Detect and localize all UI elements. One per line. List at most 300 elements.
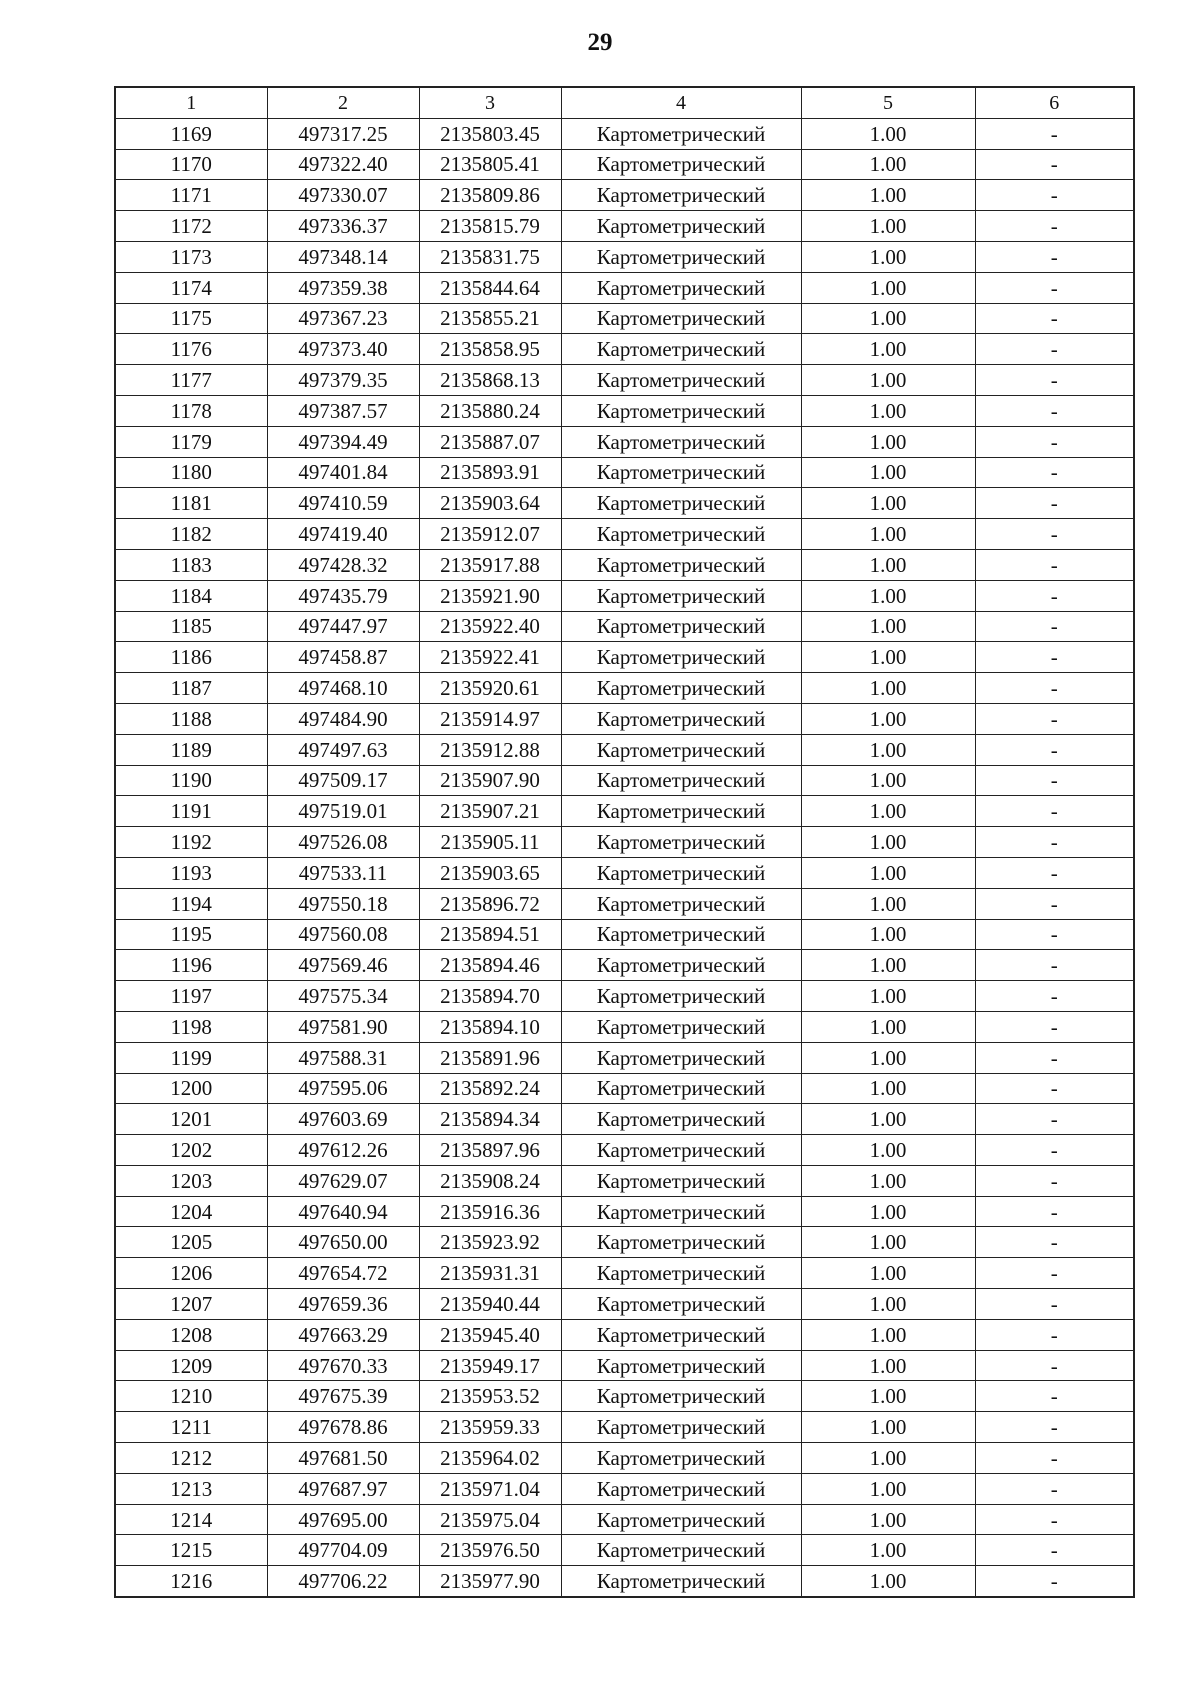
accuracy-cell: 1.00 (801, 1165, 975, 1196)
note-cell: - (975, 1412, 1134, 1443)
y-coordinate-cell: 2135897.96 (419, 1135, 561, 1166)
table-row (115, 1350, 1134, 1381)
x-coordinate-cell: 497519.01 (267, 796, 419, 827)
y-coordinate-cell: 2135931.31 (419, 1258, 561, 1289)
y-coordinate-cell: 2135923.92 (419, 1227, 561, 1258)
accuracy-cell: 1.00 (801, 673, 975, 704)
point-number-cell: 1190 (115, 765, 267, 796)
column-header: 2 (267, 87, 419, 118)
y-coordinate-cell: 2135953.52 (419, 1381, 561, 1412)
table-row (115, 1042, 1134, 1073)
note-cell: - (975, 919, 1134, 950)
point-number-cell: 1193 (115, 857, 267, 888)
point-number-cell: 1192 (115, 827, 267, 858)
point-number-cell: 1196 (115, 950, 267, 981)
point-number-cell: 1216 (115, 1566, 267, 1597)
table-row (115, 703, 1134, 734)
y-coordinate-cell: 2135803.45 (419, 118, 561, 149)
method-cell: Картометрический (561, 303, 801, 334)
accuracy-cell: 1.00 (801, 1504, 975, 1535)
accuracy-cell: 1.00 (801, 1042, 975, 1073)
y-coordinate-cell: 2135894.34 (419, 1104, 561, 1135)
note-cell: - (975, 180, 1134, 211)
point-number-cell: 1179 (115, 426, 267, 457)
x-coordinate-cell: 497468.10 (267, 673, 419, 704)
table-row (115, 1011, 1134, 1042)
table-header-row (115, 87, 1134, 118)
note-cell: - (975, 981, 1134, 1012)
y-coordinate-cell: 2135891.96 (419, 1042, 561, 1073)
table-row (115, 149, 1134, 180)
table-row (115, 180, 1134, 211)
note-cell: - (975, 673, 1134, 704)
x-coordinate-cell: 497379.35 (267, 365, 419, 396)
accuracy-cell: 1.00 (801, 765, 975, 796)
x-coordinate-cell: 497428.32 (267, 549, 419, 580)
x-coordinate-cell: 497394.49 (267, 426, 419, 457)
point-number-cell: 1215 (115, 1535, 267, 1566)
method-cell: Картометрический (561, 1011, 801, 1042)
y-coordinate-cell: 2135894.51 (419, 919, 561, 950)
y-coordinate-cell: 2135959.33 (419, 1412, 561, 1443)
table-row (115, 211, 1134, 242)
x-coordinate-cell: 497330.07 (267, 180, 419, 211)
accuracy-cell: 1.00 (801, 1104, 975, 1135)
note-cell: - (975, 734, 1134, 765)
accuracy-cell: 1.00 (801, 1412, 975, 1443)
point-number-cell: 1182 (115, 519, 267, 550)
y-coordinate-cell: 2135921.90 (419, 580, 561, 611)
point-number-cell: 1175 (115, 303, 267, 334)
y-coordinate-cell: 2135805.41 (419, 149, 561, 180)
point-number-cell: 1172 (115, 211, 267, 242)
method-cell: Картометрический (561, 580, 801, 611)
table-row (115, 1104, 1134, 1135)
accuracy-cell: 1.00 (801, 1535, 975, 1566)
table-row (115, 580, 1134, 611)
method-cell: Картометрический (561, 1535, 801, 1566)
x-coordinate-cell: 497367.23 (267, 303, 419, 334)
note-cell: - (975, 1443, 1134, 1474)
note-cell: - (975, 1258, 1134, 1289)
note-cell: - (975, 365, 1134, 396)
accuracy-cell: 1.00 (801, 426, 975, 457)
method-cell: Картометрический (561, 611, 801, 642)
accuracy-cell: 1.00 (801, 1473, 975, 1504)
x-coordinate-cell: 497581.90 (267, 1011, 419, 1042)
accuracy-cell: 1.00 (801, 734, 975, 765)
accuracy-cell: 1.00 (801, 1566, 975, 1597)
y-coordinate-cell: 2135868.13 (419, 365, 561, 396)
y-coordinate-cell: 2135949.17 (419, 1350, 561, 1381)
x-coordinate-cell: 497359.38 (267, 272, 419, 303)
table-row (115, 611, 1134, 642)
x-coordinate-cell: 497387.57 (267, 395, 419, 426)
accuracy-cell: 1.00 (801, 488, 975, 519)
accuracy-cell: 1.00 (801, 118, 975, 149)
note-cell: - (975, 1504, 1134, 1535)
x-coordinate-cell: 497419.40 (267, 519, 419, 550)
accuracy-cell: 1.00 (801, 1135, 975, 1166)
y-coordinate-cell: 2135887.07 (419, 426, 561, 457)
point-number-cell: 1213 (115, 1473, 267, 1504)
accuracy-cell: 1.00 (801, 457, 975, 488)
table-row (115, 950, 1134, 981)
method-cell: Картометрический (561, 765, 801, 796)
x-coordinate-cell: 497678.86 (267, 1412, 419, 1443)
note-cell: - (975, 1104, 1134, 1135)
table-row (115, 1135, 1134, 1166)
method-cell: Картометрический (561, 1104, 801, 1135)
x-coordinate-cell: 497681.50 (267, 1443, 419, 1474)
accuracy-cell: 1.00 (801, 1258, 975, 1289)
y-coordinate-cell: 2135809.86 (419, 180, 561, 211)
accuracy-cell: 1.00 (801, 549, 975, 580)
accuracy-cell: 1.00 (801, 1073, 975, 1104)
table-row (115, 642, 1134, 673)
table-row (115, 1073, 1134, 1104)
note-cell: - (975, 395, 1134, 426)
method-cell: Картометрический (561, 1350, 801, 1381)
accuracy-cell: 1.00 (801, 1443, 975, 1474)
x-coordinate-cell: 497612.26 (267, 1135, 419, 1166)
x-coordinate-cell: 497509.17 (267, 765, 419, 796)
column-header: 6 (975, 87, 1134, 118)
point-number-cell: 1191 (115, 796, 267, 827)
x-coordinate-cell: 497640.94 (267, 1196, 419, 1227)
table-row (115, 765, 1134, 796)
y-coordinate-cell: 2135815.79 (419, 211, 561, 242)
point-number-cell: 1211 (115, 1412, 267, 1443)
method-cell: Картометрический (561, 549, 801, 580)
x-coordinate-cell: 497654.72 (267, 1258, 419, 1289)
column-header: 3 (419, 87, 561, 118)
method-cell: Картометрический (561, 888, 801, 919)
method-cell: Картометрический (561, 981, 801, 1012)
accuracy-cell: 1.00 (801, 611, 975, 642)
point-number-cell: 1203 (115, 1165, 267, 1196)
table-row (115, 1258, 1134, 1289)
method-cell: Картометрический (561, 673, 801, 704)
method-cell: Картометрический (561, 180, 801, 211)
accuracy-cell: 1.00 (801, 272, 975, 303)
point-number-cell: 1189 (115, 734, 267, 765)
note-cell: - (975, 1319, 1134, 1350)
y-coordinate-cell: 2135892.24 (419, 1073, 561, 1104)
point-number-cell: 1209 (115, 1350, 267, 1381)
table-row (115, 395, 1134, 426)
point-number-cell: 1194 (115, 888, 267, 919)
accuracy-cell: 1.00 (801, 950, 975, 981)
accuracy-cell: 1.00 (801, 1289, 975, 1320)
accuracy-cell: 1.00 (801, 827, 975, 858)
method-cell: Картометрический (561, 950, 801, 981)
accuracy-cell: 1.00 (801, 395, 975, 426)
y-coordinate-cell: 2135917.88 (419, 549, 561, 580)
note-cell: - (975, 1196, 1134, 1227)
point-number-cell: 1195 (115, 919, 267, 950)
note-cell: - (975, 1042, 1134, 1073)
x-coordinate-cell: 497588.31 (267, 1042, 419, 1073)
y-coordinate-cell: 2135894.70 (419, 981, 561, 1012)
y-coordinate-cell: 2135945.40 (419, 1319, 561, 1350)
method-cell: Картометрический (561, 919, 801, 950)
x-coordinate-cell: 497663.29 (267, 1319, 419, 1350)
y-coordinate-cell: 2135922.40 (419, 611, 561, 642)
note-cell: - (975, 519, 1134, 550)
method-cell: Картометрический (561, 1504, 801, 1535)
note-cell: - (975, 211, 1134, 242)
x-coordinate-cell: 497595.06 (267, 1073, 419, 1104)
table-row (115, 457, 1134, 488)
y-coordinate-cell: 2135907.90 (419, 765, 561, 796)
x-coordinate-cell: 497675.39 (267, 1381, 419, 1412)
table-row (115, 1227, 1134, 1258)
x-coordinate-cell: 497373.40 (267, 334, 419, 365)
method-cell: Картометрический (561, 1196, 801, 1227)
method-cell: Картометрический (561, 457, 801, 488)
x-coordinate-cell: 497401.84 (267, 457, 419, 488)
table-row (115, 1504, 1134, 1535)
accuracy-cell: 1.00 (801, 857, 975, 888)
x-coordinate-cell: 497550.18 (267, 888, 419, 919)
point-number-cell: 1176 (115, 334, 267, 365)
x-coordinate-cell: 497569.46 (267, 950, 419, 981)
table-row (115, 272, 1134, 303)
table-row (115, 1566, 1134, 1597)
y-coordinate-cell: 2135975.04 (419, 1504, 561, 1535)
note-cell: - (975, 1135, 1134, 1166)
note-cell: - (975, 580, 1134, 611)
note-cell: - (975, 1289, 1134, 1320)
y-coordinate-cell: 2135912.07 (419, 519, 561, 550)
table-row (115, 734, 1134, 765)
point-number-cell: 1177 (115, 365, 267, 396)
table-row (115, 827, 1134, 858)
point-number-cell: 1200 (115, 1073, 267, 1104)
y-coordinate-cell: 2135893.91 (419, 457, 561, 488)
table-row (115, 1412, 1134, 1443)
accuracy-cell: 1.00 (801, 703, 975, 734)
table-row (115, 1319, 1134, 1350)
table-row (115, 981, 1134, 1012)
point-number-cell: 1187 (115, 673, 267, 704)
point-number-cell: 1210 (115, 1381, 267, 1412)
x-coordinate-cell: 497410.59 (267, 488, 419, 519)
note-cell: - (975, 1350, 1134, 1381)
x-coordinate-cell: 497317.25 (267, 118, 419, 149)
accuracy-cell: 1.00 (801, 149, 975, 180)
method-cell: Картометрический (561, 1473, 801, 1504)
method-cell: Картометрический (561, 1135, 801, 1166)
x-coordinate-cell: 497687.97 (267, 1473, 419, 1504)
note-cell: - (975, 1227, 1134, 1258)
note-cell: - (975, 334, 1134, 365)
point-number-cell: 1188 (115, 703, 267, 734)
table-row (115, 1165, 1134, 1196)
point-number-cell: 1181 (115, 488, 267, 519)
y-coordinate-cell: 2135894.46 (419, 950, 561, 981)
method-cell: Картометрический (561, 857, 801, 888)
x-coordinate-cell: 497629.07 (267, 1165, 419, 1196)
accuracy-cell: 1.00 (801, 334, 975, 365)
point-number-cell: 1214 (115, 1504, 267, 1535)
note-cell: - (975, 765, 1134, 796)
note-cell: - (975, 857, 1134, 888)
note-cell: - (975, 549, 1134, 580)
point-number-cell: 1183 (115, 549, 267, 580)
note-cell: - (975, 1535, 1134, 1566)
y-coordinate-cell: 2135971.04 (419, 1473, 561, 1504)
point-number-cell: 1178 (115, 395, 267, 426)
note-cell: - (975, 1381, 1134, 1412)
table-row (115, 118, 1134, 149)
accuracy-cell: 1.00 (801, 365, 975, 396)
x-coordinate-cell: 497695.00 (267, 1504, 419, 1535)
method-cell: Картометрический (561, 1381, 801, 1412)
note-cell: - (975, 426, 1134, 457)
point-number-cell: 1212 (115, 1443, 267, 1474)
y-coordinate-cell: 2135894.10 (419, 1011, 561, 1042)
note-cell: - (975, 642, 1134, 673)
y-coordinate-cell: 2135920.61 (419, 673, 561, 704)
accuracy-cell: 1.00 (801, 1319, 975, 1350)
method-cell: Картометрический (561, 211, 801, 242)
point-number-cell: 1208 (115, 1319, 267, 1350)
method-cell: Картометрический (561, 395, 801, 426)
point-number-cell: 1207 (115, 1289, 267, 1320)
y-coordinate-cell: 2135905.11 (419, 827, 561, 858)
note-cell: - (975, 1165, 1134, 1196)
accuracy-cell: 1.00 (801, 519, 975, 550)
point-number-cell: 1206 (115, 1258, 267, 1289)
accuracy-cell: 1.00 (801, 580, 975, 611)
x-coordinate-cell: 497704.09 (267, 1535, 419, 1566)
method-cell: Картометрический (561, 1258, 801, 1289)
point-number-cell: 1201 (115, 1104, 267, 1135)
column-header: 1 (115, 87, 267, 118)
method-cell: Картометрический (561, 642, 801, 673)
x-coordinate-cell: 497484.90 (267, 703, 419, 734)
y-coordinate-cell: 2135964.02 (419, 1443, 561, 1474)
method-cell: Картометрический (561, 1227, 801, 1258)
method-cell: Картометрический (561, 1412, 801, 1443)
y-coordinate-cell: 2135922.41 (419, 642, 561, 673)
x-coordinate-cell: 497659.36 (267, 1289, 419, 1320)
point-number-cell: 1204 (115, 1196, 267, 1227)
table-row (115, 303, 1134, 334)
method-cell: Картометрический (561, 334, 801, 365)
note-cell: - (975, 888, 1134, 919)
y-coordinate-cell: 2135855.21 (419, 303, 561, 334)
point-number-cell: 1185 (115, 611, 267, 642)
method-cell: Картометрический (561, 272, 801, 303)
x-coordinate-cell: 497458.87 (267, 642, 419, 673)
y-coordinate-cell: 2135831.75 (419, 241, 561, 272)
note-cell: - (975, 703, 1134, 734)
x-coordinate-cell: 497575.34 (267, 981, 419, 1012)
method-cell: Картометрический (561, 241, 801, 272)
y-coordinate-cell: 2135903.64 (419, 488, 561, 519)
note-cell: - (975, 827, 1134, 858)
method-cell: Картометрический (561, 488, 801, 519)
table-row (115, 549, 1134, 580)
x-coordinate-cell: 497670.33 (267, 1350, 419, 1381)
method-cell: Картометрический (561, 1042, 801, 1073)
method-cell: Картометрический (561, 703, 801, 734)
x-coordinate-cell: 497447.97 (267, 611, 419, 642)
accuracy-cell: 1.00 (801, 796, 975, 827)
accuracy-cell: 1.00 (801, 981, 975, 1012)
table-row (115, 796, 1134, 827)
method-cell: Картометрический (561, 1165, 801, 1196)
y-coordinate-cell: 2135914.97 (419, 703, 561, 734)
x-coordinate-cell: 497706.22 (267, 1566, 419, 1597)
method-cell: Картометрический (561, 519, 801, 550)
method-cell: Картометрический (561, 734, 801, 765)
x-coordinate-cell: 497435.79 (267, 580, 419, 611)
y-coordinate-cell: 2135916.36 (419, 1196, 561, 1227)
accuracy-cell: 1.00 (801, 1381, 975, 1412)
table-row (115, 365, 1134, 396)
accuracy-cell: 1.00 (801, 1011, 975, 1042)
note-cell: - (975, 272, 1134, 303)
point-number-cell: 1184 (115, 580, 267, 611)
table-row (115, 1473, 1134, 1504)
table-row (115, 1381, 1134, 1412)
method-cell: Картометрический (561, 1319, 801, 1350)
column-header: 5 (801, 87, 975, 118)
table-row (115, 334, 1134, 365)
point-number-cell: 1202 (115, 1135, 267, 1166)
y-coordinate-cell: 2135908.24 (419, 1165, 561, 1196)
x-coordinate-cell: 497336.37 (267, 211, 419, 242)
point-number-cell: 1197 (115, 981, 267, 1012)
note-cell: - (975, 303, 1134, 334)
table-body (115, 118, 1134, 1597)
method-cell: Картометрический (561, 1443, 801, 1474)
x-coordinate-cell: 497560.08 (267, 919, 419, 950)
table-row (115, 241, 1134, 272)
accuracy-cell: 1.00 (801, 1350, 975, 1381)
accuracy-cell: 1.00 (801, 888, 975, 919)
table-row (115, 857, 1134, 888)
y-coordinate-cell: 2135976.50 (419, 1535, 561, 1566)
note-cell: - (975, 118, 1134, 149)
column-header: 4 (561, 87, 801, 118)
y-coordinate-cell: 2135912.88 (419, 734, 561, 765)
coordinates-table (114, 86, 1135, 1598)
note-cell: - (975, 488, 1134, 519)
accuracy-cell: 1.00 (801, 180, 975, 211)
note-cell: - (975, 1473, 1134, 1504)
y-coordinate-cell: 2135858.95 (419, 334, 561, 365)
point-number-cell: 1171 (115, 180, 267, 211)
method-cell: Картометрический (561, 149, 801, 180)
note-cell: - (975, 149, 1134, 180)
point-number-cell: 1199 (115, 1042, 267, 1073)
y-coordinate-cell: 2135977.90 (419, 1566, 561, 1597)
table-row (115, 488, 1134, 519)
method-cell: Картометрический (561, 365, 801, 396)
point-number-cell: 1173 (115, 241, 267, 272)
note-cell: - (975, 950, 1134, 981)
note-cell: - (975, 241, 1134, 272)
y-coordinate-cell: 2135880.24 (419, 395, 561, 426)
method-cell: Картометрический (561, 827, 801, 858)
y-coordinate-cell: 2135940.44 (419, 1289, 561, 1320)
note-cell: - (975, 796, 1134, 827)
